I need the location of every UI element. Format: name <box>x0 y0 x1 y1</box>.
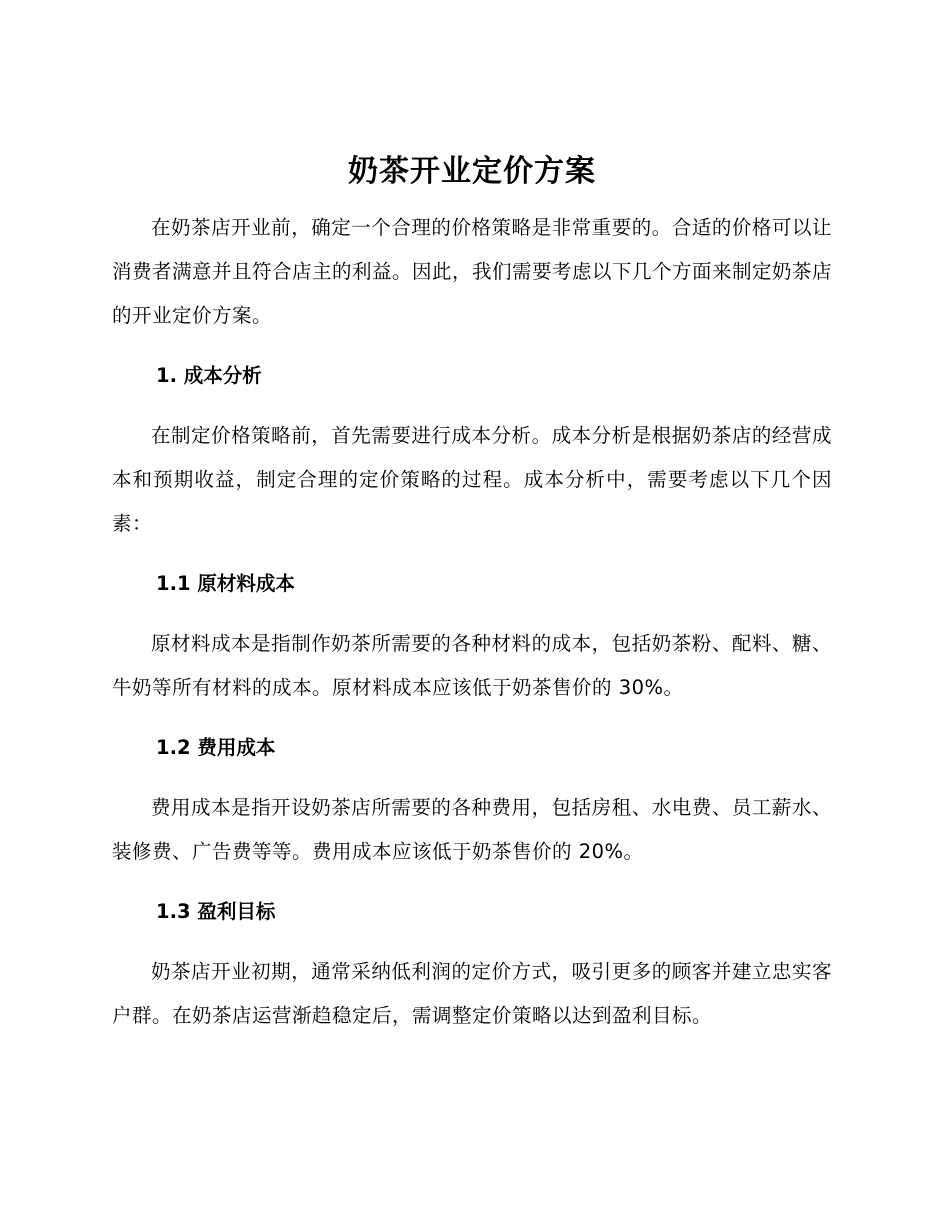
section-paragraph-profit-target: 奶茶店开业初期，通常采纳低利润的定价方式，吸引更多的顾客并建立忠实客户群。在奶茶店运营渐趋稳定后，需调整定价策略以达到盈利目标。 <box>112 960 832 1027</box>
section-heading-profit-target: 1.3 盈利目标 <box>156 900 276 923</box>
section-paragraph-raw-material-cost: 原材料成本是指制作奶茶所需要的各种材料的成本，包括奶茶粉、配料、糖、牛奶等所有材料的成本。原材料成本应该低于奶茶售价的 30%。 <box>112 632 832 699</box>
section-heading-raw-material-cost: 1.1 原材料成本 <box>156 572 295 595</box>
section-heading-cost-analysis: 1. 成本分析 <box>156 364 262 387</box>
section-heading-expense-cost: 1.2 费用成本 <box>156 736 276 759</box>
section-paragraph-cost-analysis: 在制定价格策略前，首先需要进行成本分析。成本分析是根据奶茶店的经营成本和预期收益，制定合理的定价策略的过程。成本分析中，需要考虑以下几个因素： <box>112 424 832 535</box>
document-title: 奶茶开业定价方案 <box>348 154 596 189</box>
document-page <box>112 150 832 1038</box>
section-paragraph-expense-cost: 费用成本是指开设奶茶店所需要的各种费用，包括房租、水电费、员工薪水、装修费、广告费等等。费用成本应该低于奶茶售价的 20%。 <box>112 796 832 863</box>
intro-paragraph: 在奶茶店开业前，确定一个合理的价格策略是非常重要的。合适的价格可以让消费者满意并且符合店主的利益。因此，我们需要考虑以下几个方面来制定奶茶店的开业定价方案。 <box>112 216 833 327</box>
